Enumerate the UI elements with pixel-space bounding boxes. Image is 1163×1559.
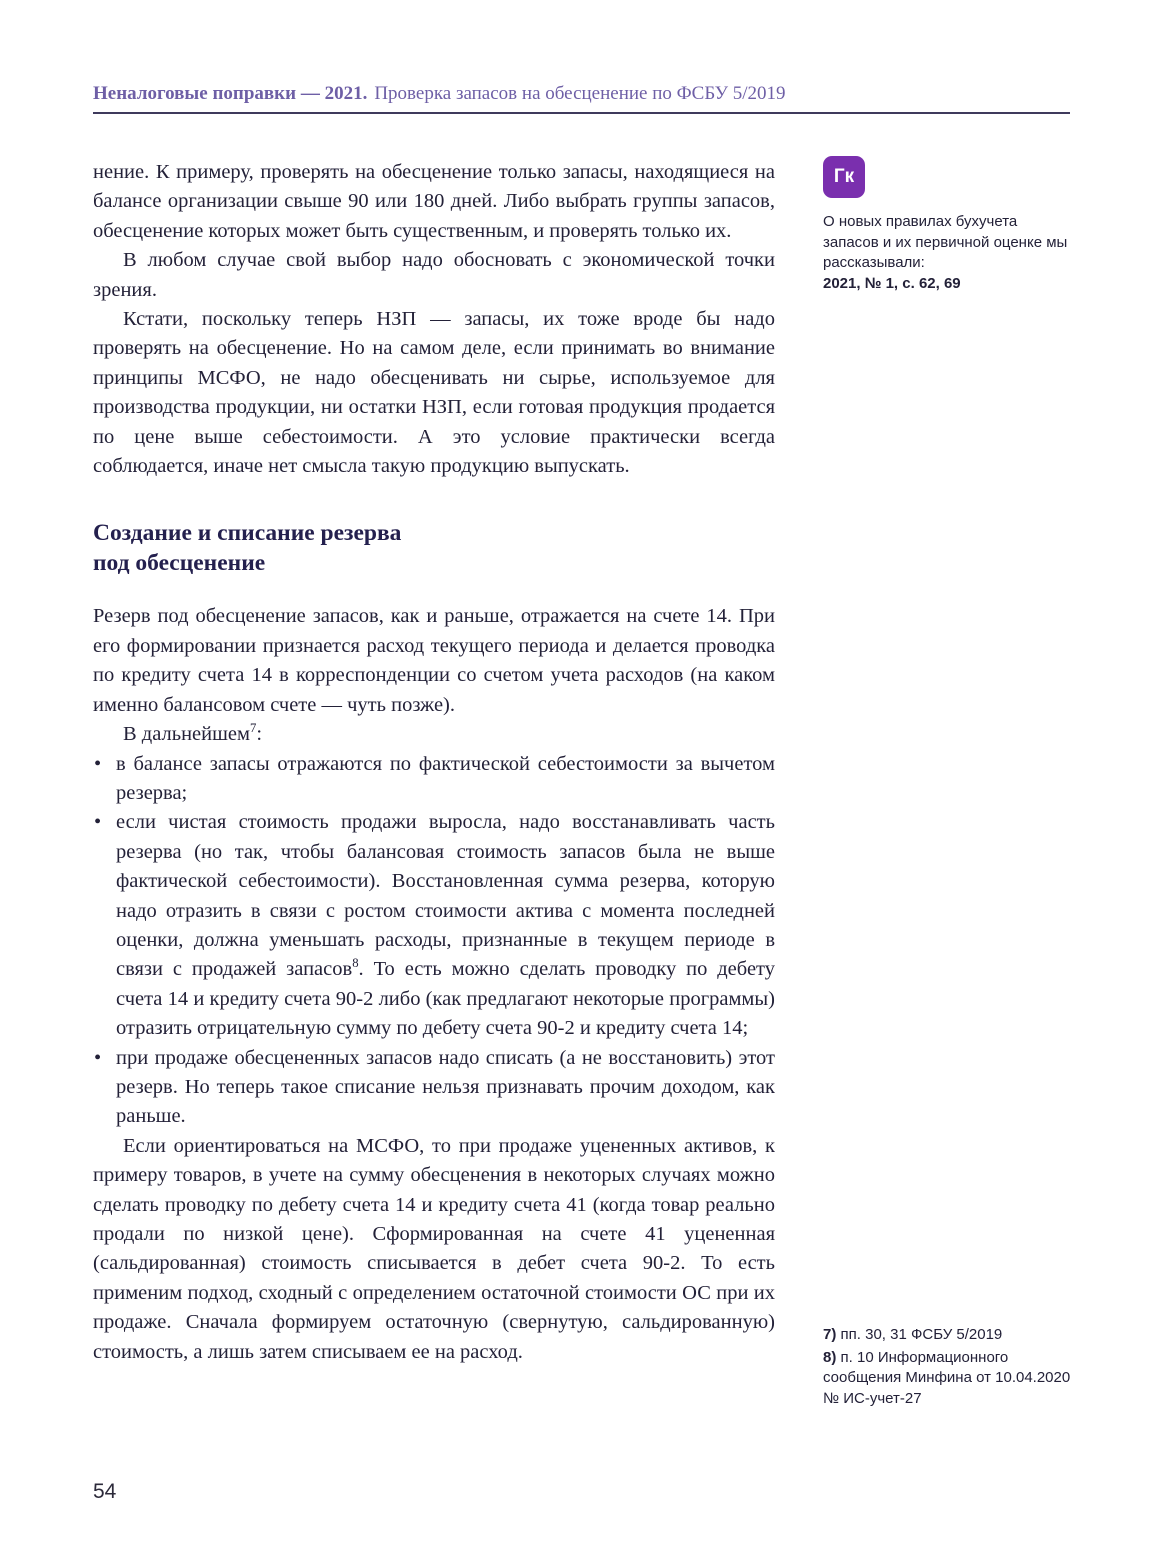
bullet-item: • при продаже обесцененных запасов надо списать (а не восстановить) этот резерв. Но теперь такое списание нельзя признавать прочим доходом, как раньше. [93, 1044, 775, 1132]
paragraph: Кстати, поскольку теперь НЗП — запасы, их тоже вроде бы надо проверять на обесценение. Но на самом деле, если принимать во внимание принципы МСФО, не надо обесценивать ни сырье, используемое для производства продукции, ни остатки НЗП, если готовая продукция продается по цене выше себестоимости. А это условие практически всегда соблюдается, иначе нет смысла такую продукцию выпускать. [93, 308, 775, 478]
section-heading [93, 519, 775, 578]
margin-note-text: О новых правилах бухучета запасов и их первичной оценке мы рассказывали: [823, 213, 1068, 271]
section-heading-line: Создание и списание резерва [93, 520, 402, 547]
bullet-item [93, 808, 775, 1043]
bullet-item: • в балансе запасы отражаются по фактической себестоимости за вычетом резерва; [93, 750, 775, 809]
footnote-8 [823, 1348, 1073, 1410]
header-section-title: Неналоговые поправки — 2021. [93, 83, 368, 104]
footnote-ref-8: 8 [352, 956, 359, 971]
footnotes-block [823, 1325, 1073, 1411]
page-number: 54 [93, 1480, 117, 1503]
bullet-text: . То есть можно сделать проводку по дебету счета 14 и кредиту счета 90-2 либо (как предлагают некоторые программы) отразить отрицательную сумму по дебету счета 90-2 и кредиту счета 14; [116, 958, 775, 1040]
paragraph-continuation: нение. К примеру, проверять на обесценение только запасы, находящиеся на балансе организации свыше 90 или 180 дней. Либо выбрать группы запасов, обесценение которых может быть существенным, и проверять только их. [93, 161, 775, 242]
footnote-text: п. 10 Информационного сообщения Минфина от 10.04.2020 № ИС-учет-27 [823, 1348, 1071, 1407]
footnote-7 [823, 1325, 1073, 1346]
gk-logo-text: Гк [833, 165, 855, 187]
margin-note [823, 156, 1073, 294]
bullet-list [93, 750, 775, 1132]
article-body [93, 158, 775, 1367]
gk-logo-icon [823, 156, 865, 198]
header-divider [93, 112, 1070, 114]
paragraph-lead-in [93, 720, 775, 749]
footnote-ref-7: 7 [249, 721, 257, 736]
paragraph: В любом случае свой выбор надо обосновать с экономической точки зрения. [93, 249, 775, 301]
footnote-marker: 8) [823, 1348, 837, 1366]
paragraph: Если ориентироваться на МСФО, то при продаже уцененных активов, к примеру товаров, в учете на сумму обесценения в некоторых случаях можно сделать проводку по дебету счета 14 и кредиту счета 41 (когда товар реально продали по низкой цене). Сформированная на счете 41 уцененная (сальдированная) стоимость списывается в дебет счета 90-2. То есть применим подход, сходный с определением остаточной стоимости ОС при их продаже. Сначала формируем остаточную (свернутую, сальдированную) стоимость, а лишь затем списываем ее на расход. [93, 1134, 775, 1363]
bullet-text: если чистая стоимость продажи выросла, надо восстанавливать часть резерва (но так, чтобы балансовая стоимость запасов была не выше фактической себестоимости). Восстановленная сумма резерва, которую надо отразить в связи с ростом стоимости актива с момента последней оценки, должна уменьшать расходы, признанные в текущем периоде в связи с продажей запасов [116, 811, 775, 981]
section-heading-line: под обесценение [93, 549, 266, 576]
paragraph: Резерв под обесценение запасов, как и раньше, отражается на счете 14. При его формировании признается расход текущего периода и делается проводка по кредиту счета 14 в корреспонденции со счетом учета расходов (на каком именно балансовом счете — чуть позже). [93, 605, 775, 716]
header-article-title: Проверка запасов на обесценение по ФСБУ 5/2019 [374, 83, 786, 104]
lead-in-text: В дальнейшем [123, 723, 250, 746]
margin-note-reference: 2021, № 1, с. 62, 69 [823, 274, 961, 292]
footnote-text: пп. 30, 31 ФСБУ 5/2019 [840, 1326, 1003, 1343]
lead-in-colon: : [256, 723, 263, 746]
footnote-marker: 7) [823, 1326, 837, 1343]
running-header [93, 82, 1070, 106]
